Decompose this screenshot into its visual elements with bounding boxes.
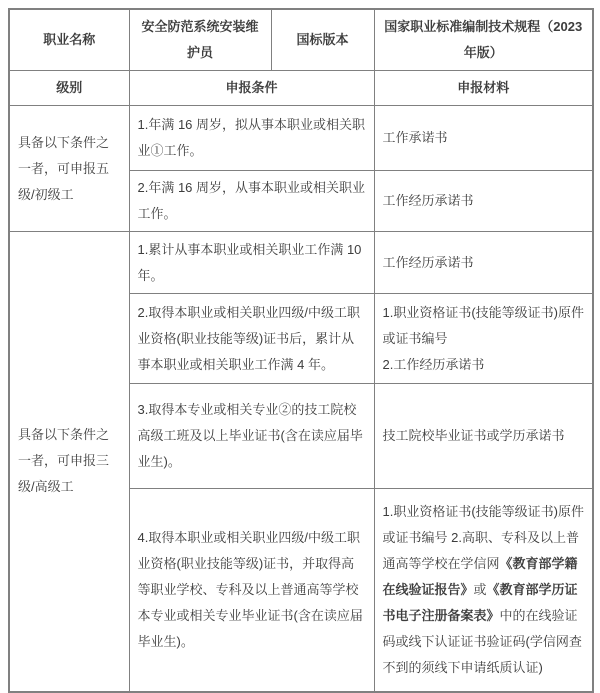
condition-cell: 1.年满 16 周岁，拟从事本职业或相关职业①工作。 [129, 106, 374, 171]
materials-column-header: 申报材料 [374, 71, 593, 106]
material-text: 1.职业资格证书(技能等级证书)原件或证书编号 2.高职、专科及以上普通高等学校在学信网 [382, 503, 585, 571]
condition-cell: 2.年满 16 周岁，从事本职业或相关职业工作。 [129, 171, 374, 232]
conditions-column-header: 申报条件 [129, 71, 374, 106]
level-cell-junior: 具备以下条件之一者，可申报五级/初级工 [9, 106, 129, 232]
material-cell: 工作经历承诺书 [374, 171, 593, 232]
material-cell [374, 294, 593, 384]
header-row-occupation [9, 9, 593, 71]
material-text: 或 [473, 581, 487, 597]
material-line: 2.工作经历承诺书 [382, 356, 485, 372]
level-column-header: 级别 [9, 71, 129, 106]
condition-cell: 4.取得本职业或相关职业四级/中级工职业资格(职业技能等级)证书，并取得高等职业学校、专科及以上普通高等学校本专业或相关专业毕业证书(含在读应届毕业生)。 [129, 489, 374, 692]
condition-cell: 1.累计从事本职业或相关职业工作满 10 年。 [129, 232, 374, 294]
material-cell: 工作经历承诺书 [374, 232, 593, 294]
material-bold-title: 《教育部学历证书电子注册备案表》 [382, 581, 578, 623]
material-cell: 技工院校毕业证书或学历承诺书 [374, 384, 593, 489]
material-text: 中的在线验证码或线下认证证书验证码(学信网查不到的须线下申请纸质认证) [382, 607, 582, 675]
table-row [9, 232, 593, 294]
national-standard-version-value: 国家职业标准编制技术规程（2023年版） [374, 9, 593, 71]
condition-cell: 3.取得本专业或相关专业②的技工院校高级工班及以上毕业证书(含在读应届毕业生)。 [129, 384, 374, 489]
material-line: 1.职业资格证书(技能等级证书)原件或证书编号 [382, 304, 585, 346]
material-cell [374, 489, 593, 692]
condition-cell: 2.取得本职业或相关职业四级/中级工职业资格(职业技能等级)证书后，累计从事本职业或相关职业工作满 4 年。 [129, 294, 374, 384]
material-bold-title: 《教育部学籍在线验证报告》 [382, 555, 578, 597]
national-standard-version-label: 国标版本 [271, 9, 374, 71]
occupation-name-label: 职业名称 [9, 9, 129, 71]
occupation-name-value: 安全防范系统安装维护员 [129, 9, 271, 71]
occupation-requirements-table [8, 8, 594, 693]
level-cell-senior: 具备以下条件之一者，可申报三级/高级工 [9, 232, 129, 692]
material-cell: 工作承诺书 [374, 106, 593, 171]
header-row-columns [9, 71, 593, 106]
table-row [9, 106, 593, 171]
